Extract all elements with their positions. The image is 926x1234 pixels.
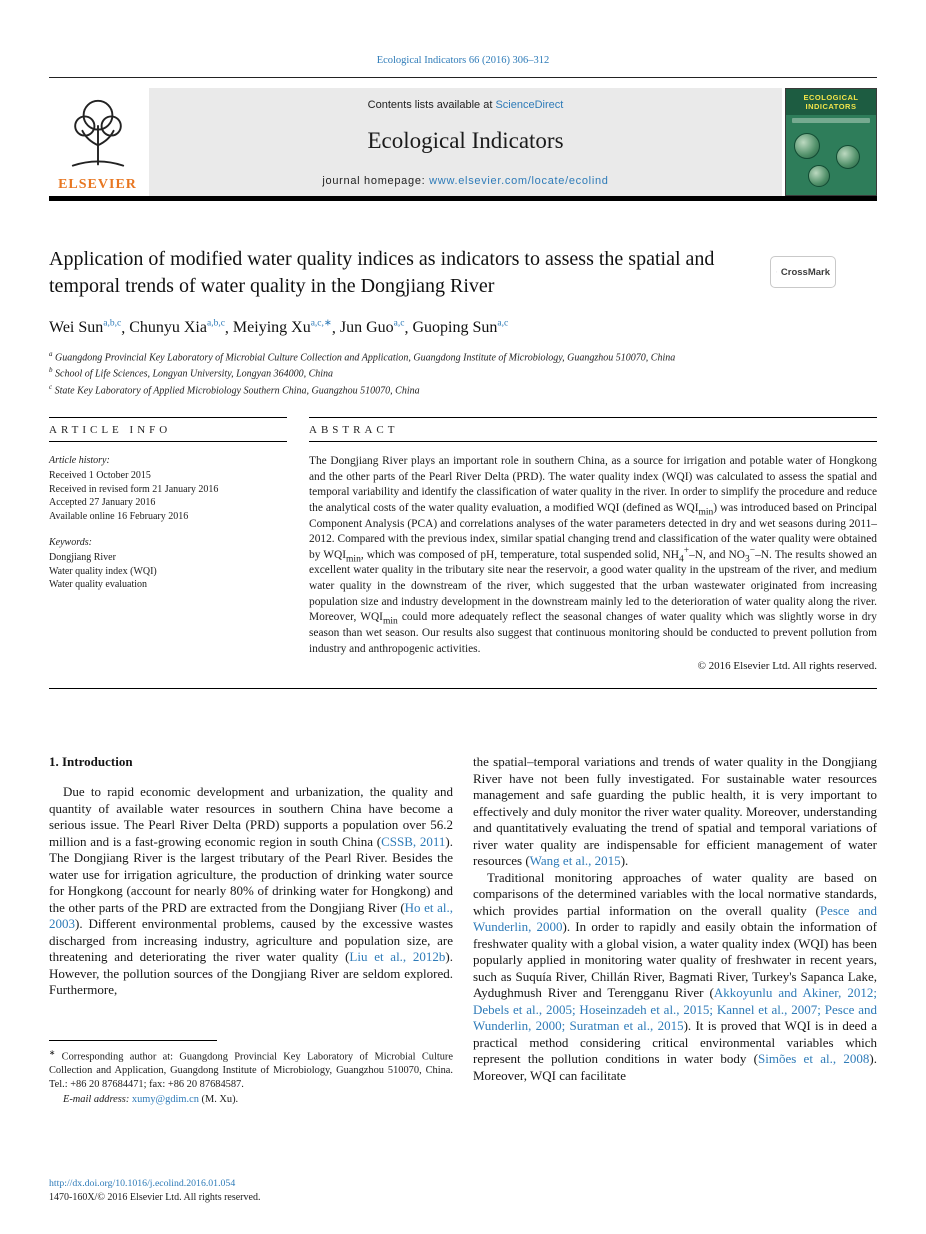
keyword-item: Water quality evaluation	[49, 579, 148, 591]
homepage-prefix: journal homepage:	[322, 175, 430, 187]
masthead-center	[149, 88, 782, 196]
contents-prefix: Contents lists available at	[367, 99, 496, 111]
citation-link[interactable]: Simões et al., 2008	[757, 1051, 870, 1066]
contents-line	[149, 99, 782, 111]
citation-link[interactable]: Liu et al., 2012b	[349, 949, 446, 964]
spacer	[49, 524, 287, 536]
footnote-text	[49, 1048, 453, 1091]
affiliations	[49, 349, 839, 398]
author-separator: ,	[404, 319, 413, 337]
article-body	[49, 754, 877, 1084]
footnote	[49, 1040, 453, 1107]
author-affiliation-sup[interactable]: a,b,c	[103, 319, 122, 329]
author-affiliation-sup[interactable]: a,c	[393, 319, 405, 329]
cover-title-band	[786, 89, 876, 115]
affiliation	[49, 382, 839, 398]
body-paragraph: Due to rapid economic development and urbanization, the quality and quantity of available water resources in southern China have become a serious issue. The Pearl River Delta (PRD) supports a population over 56.2 million and is a fast-growing economic region in south China (CSSB, 2011). The Dongjiang River is the largest tributary of the Pearl River. Besides the water use for irrigation agriculture, the production of drinking water source for Hongkong (account for nearly 80% of drinking water for Hongkong) and the other parts of the PRD are extracted from the Dongjiang River (Ho et al., 2003). Different environmental problems, caused by the excessive wastes discharged from increasing industry, agriculture and population size, are threatening and deteriorating the river water quality (Liu et al., 2012b). However, the pollution sources of the Dongjiang River are seldom explored. Furthermore,	[49, 784, 454, 997]
affiliation-text: Guangdong Provincial Key Laboratory of Microbial Culture Collection and Application, Guangdong Institute of Microbiology, Guangzhou 510070, China	[55, 352, 676, 364]
article-history-label: Article history:	[49, 455, 110, 466]
author-affiliation-sup[interactable]: a,c,∗	[310, 319, 332, 329]
footnote-marker: ∗	[49, 1048, 56, 1057]
page-citation: Ecological Indicators 66 (2016) 306–312	[376, 55, 550, 66]
email-label: E-mail address:	[63, 1094, 130, 1106]
body-right-column	[473, 754, 877, 1084]
history-item: Available online 16 February 2016	[49, 511, 189, 523]
citation-link[interactable]: CSSB, 2011	[381, 833, 446, 849]
abstract-body	[309, 442, 877, 672]
author-name: Chunyu Xia$^{a,b,c}$	[129, 319, 225, 337]
abstract-heading: ABSTRACT	[309, 417, 877, 442]
abstract-text: The Dongjiang River plays an important role in southern China, as a source for irrigation and potable water of Hongkong and the other parts of the Pearl River Delta (PRD). The water quality index (WQI) was calculated to assess the spatial and temporal variability and identify the classification of water quality in the river. In order to simplify the procedure and reduce the analytical costs of the water quality evaluation, a modified WQI (defined as $WQI_{min}$) was introduced based on Principal Component Analysis (PCA) and correlations analyses of the water parameters detected in dry and wet seasons during 2011–2012. Compared with the previous index, similar spatial changing trend and classification of the water quality were obtained by $WQI_{min}$, which was composed of pH, temperature, total suspended solid, $NH_4^+-N$, and $NO_3^--N$. The results showed an excellent water quality in the tributary site near the reservoir, a good water quality in the upstream of the river, and medium water quality in the downstream of the river, which suggested that the urban wastewater originated from increasing population size and industry development in the downstream mainly led to the deterioration of water quality along the river. Moreover, $WQI_{min}$ could more adequately reflect the seasonal changes of water quality which was slightly worse in dry season than wet season. Our results also suggest that continuous monitoring should be conducted to prevent pollution from industry and anthropogenic activities.	[309, 455, 878, 655]
email-suffix: (M. Xu).	[198, 1094, 239, 1106]
section-heading-introduction: 1. Introduction	[49, 754, 133, 769]
author-affiliation-sup[interactable]: a,b,c	[206, 319, 225, 329]
article-title: Application of modified water quality indices as indicators to assess the spatial and temporal trends of water quality in the Dongjiang River	[49, 248, 715, 297]
keyword-item: Dongjiang River	[49, 551, 116, 563]
homepage-line	[149, 175, 782, 187]
cover-photo-circle	[836, 145, 860, 169]
elsevier-logo	[49, 88, 146, 196]
elsevier-tree-icon	[62, 90, 134, 174]
abstract-copyright: © 2016 Elsevier Ltd. All rights reserved.	[697, 660, 877, 673]
article-info-body	[49, 442, 287, 592]
cover-decoration-bar	[792, 118, 870, 123]
masthead	[49, 88, 877, 196]
article-info-heading: ARTICLE INFO	[49, 417, 287, 442]
affiliation-sup: a	[49, 350, 53, 358]
homepage-link[interactable]: www.elsevier.com/locate/ecolind	[429, 175, 609, 187]
body-paragraph: the spatial–temporal variations and trends of water quality in the Dongjiang River have not been fully investigated. For sustainable water resources management and safe guarding the public health, it is very important to effectively and duly monitor the river water quality. Moreover, understanding and quantitatively evaluating the trend of spatial and temporal variations of river water quality are indispensable for efficient management of water resources (Wang et al., 2015).	[473, 754, 877, 868]
keywords-label: Keywords:	[49, 536, 92, 548]
citation-link[interactable]: Ho et al., 2003	[49, 899, 454, 931]
article-info-column	[49, 417, 287, 672]
citation-link[interactable]: Wang et al., 2015	[529, 853, 621, 868]
elsevier-wordmark: ELSEVIER	[58, 177, 137, 192]
masthead-bottom-bar	[49, 196, 877, 201]
affiliation-text: State Key Laboratory of Applied Microbiology Southern China, Guangzhou 510070, China	[54, 384, 420, 396]
author-separator: ,	[224, 319, 233, 337]
author-name: Wei Sun$^{a,b,c}$	[49, 319, 122, 337]
history-item: Accepted 27 January 2016	[49, 497, 156, 509]
cover-title: ECOLOGICAL INDICATORS	[803, 93, 859, 112]
affiliation	[49, 365, 839, 381]
affiliation-sup: b	[49, 366, 53, 375]
footnote-email-line	[49, 1093, 453, 1107]
crossmark-badge[interactable]	[770, 256, 836, 288]
author-separator: ,	[331, 319, 340, 337]
doi-link[interactable]: http://dx.doi.org/10.1016/j.ecolind.2016.01.054	[49, 1178, 236, 1189]
cover-photo-circle	[794, 133, 820, 159]
journal-cover-thumbnail	[785, 88, 877, 196]
header-rule	[49, 77, 877, 78]
citation-link[interactable]: Pesce and Wunderlin, 2000	[473, 902, 878, 934]
citation-link[interactable]: Akkoyunlu and Akiner, 2012; Debels et al., 2005; Hoseinzadeh et al., 2015; Kannel et al., 2007; Pesce and Wunderlin, 2000; Suratman et al., 2015	[473, 985, 877, 1033]
crossmark-label: CrossMark	[780, 266, 830, 278]
history-item: Received in revised form 21 January 2016	[49, 483, 219, 495]
author-affiliation-sup[interactable]: a,c	[497, 319, 509, 329]
affiliation-text: School of Life Sciences, Longyan University, Longyan 364000, China	[55, 368, 334, 380]
body-paragraph: Traditional monitoring approaches of water quality are based on comparisons of the determined variables with the local normative standards, which provides partial information on the overall quality (Pesce and Wunderlin, 2000). In order to rapidly and easily obtain the information of freshwater quality with a global vision, a water quality index (WQI) has been popularly applied in monitoring water quality of freshwater in recent years, such as Suquía River, Chillán River, Bagmati River, Turkey's Sapanca Lake, Aydughmush River and Terengganu River (Akkoyunlu and Akiner, 2012; Debels et al., 2005; Hoseinzadeh et al., 2015; Kannel et al., 2007; Pesce and Wunderlin, 2000; Suratman et al., 2015). It is proved that WQI is in deed a practical method considering critical environmental variables which represent the pollution conditions in water body (Simões et al., 2008). Moreover, WQI can facilitate	[473, 869, 878, 1083]
footnote-body-text: Corresponding author at: Guangdong Provincial Key Laboratory of Microbial Culture Collection and Application, Guangdong Institute of Microbiology, Guangzhou 510070, China. Tel.: +86 20 87684471; fax: +86 20 87684587.	[49, 1051, 453, 1090]
history-item: Received 1 October 2015	[49, 469, 151, 481]
author-name: Jun Guo$^{a,c}$	[339, 319, 405, 337]
affiliation	[49, 349, 839, 365]
author-name: Guoping Sun$^{a,c}$	[412, 319, 509, 337]
affiliation-sup: c	[49, 382, 53, 391]
journal-title: Ecological Indicators	[367, 128, 564, 153]
keyword-item: Water quality index (WQI)	[49, 565, 157, 577]
info-abstract-block	[49, 417, 877, 689]
abstract-column	[309, 417, 877, 672]
footnote-rule	[49, 1040, 217, 1041]
body-left-column	[49, 754, 453, 1084]
issn-copyright-line: 1470-160X/© 2016 Elsevier Ltd. All rights reserved.	[49, 1192, 261, 1203]
sciencedirect-link[interactable]: ScienceDirect	[495, 99, 564, 111]
cover-photo-circle	[808, 165, 830, 187]
crossmark-icon	[776, 261, 777, 283]
author-separator: ,	[121, 319, 130, 337]
author-byline	[49, 318, 829, 337]
author-name: Meiying $Xu^{a,c,∗}$	[232, 319, 332, 337]
email-link[interactable]: xumy@gdim.cn	[131, 1094, 199, 1106]
